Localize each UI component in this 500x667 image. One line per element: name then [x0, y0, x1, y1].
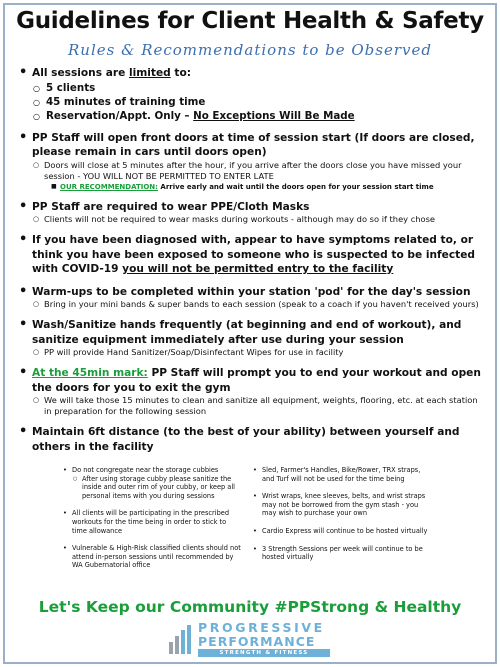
section-detail: ○ Clients will not be required to wear masks during workouts - although may do so if they chose	[32, 214, 484, 225]
company-logo	[168, 620, 338, 660]
list-item: • Sled, Farmer's Handles, Bike/Rower, TRX straps, and Turf will not be used for the time being	[252, 466, 432, 483]
recommendation: ■ OUR RECOMMENDATION: Arrive early and wait until the doors open for your session start time	[32, 182, 484, 192]
section-sanitize	[18, 318, 484, 358]
logo-tagline: STRENGTH & FITNESS	[198, 649, 330, 657]
section-covid	[18, 233, 484, 277]
list-subitem: ○ After using storage cubby please sanitize the inside and outer rim of your cubby, or keep all personal items with you during sessions	[72, 475, 242, 501]
section-heading: • If you have been diagnosed with, appear to have symptoms related to, or think you have been exposed to someone who is suspected to be infected with COVID-19 you will not be permitted entry to the facility	[32, 234, 475, 275]
rules-column-right	[252, 466, 432, 579]
section-warmups	[18, 285, 484, 311]
list-item: • Cardio Express will continue to be hosted virtually	[252, 527, 432, 536]
section-detail: ○ PP will provide Hand Sanitizer/Soap/Disinfectant Wipes for use in facility	[32, 347, 484, 358]
list-item: • 3 Strength Sessions per week will continue to be hosted virtually	[252, 545, 432, 562]
list-item: • Do not congregate near the storage cubbies ○ After using storage cubby please sanitize the inside and outer rim of your cubby, or keep all personal items with you during sessions	[62, 466, 242, 500]
section-heading: • At the 45min mark: PP Staff will prompt you to end your workout and open the doors for you to exit the gym	[32, 367, 481, 394]
list-item: • Wrist wraps, knee sleeves, belts, and wrist straps may not be borrowed from the gym stash - you may wish to purchase your own	[252, 492, 432, 518]
limit-item: ○ Reservation/Appt. Only – No Exceptions Will Be Made	[32, 109, 484, 123]
section-front-doors	[18, 131, 484, 192]
list-item: • Vulnerable & High-Risk classified clients should not attend in-person sessions until recommended by WA Gubernatorial office	[62, 544, 242, 570]
list-item: • All clients will be participating in the prescribed workouts for the time being in order to stick to time allowance	[62, 509, 242, 535]
section-heading: • Warm-ups to be completed within your station 'pod' for the day's session	[32, 285, 471, 298]
footer-slogan: Let's Keep our Community #PPStrong & Healthy	[38, 598, 462, 616]
section-detail: ○ We will take those 15 minutes to clean and sanitize all equipment, weights, flooring, etc. at each station in preparation for the following session	[32, 395, 484, 417]
rules-column-left	[62, 466, 242, 579]
bar-chart-logo-icon	[168, 622, 196, 654]
limit-item: ○ 45 minutes of training time	[32, 95, 484, 109]
distance-rules-grid	[18, 462, 484, 579]
section-heading: • PP Staff will open front doors at time of session start (If doors are closed, please remain in cars until doors open)	[32, 131, 475, 158]
section-heading: • Maintain 6ft distance (to the best of your ability) between yourself and others in the facility	[32, 426, 460, 453]
section-45min	[18, 366, 484, 417]
section-masks	[18, 200, 484, 226]
guidelines-list	[18, 66, 484, 579]
section-detail: ○ Bring in your mini bands & super bands to each session (speak to a coach if you haven't received yours)	[32, 299, 484, 310]
section-detail: ○ Doors will close at 5 minutes after the hour, if you arrive after the doors close you have missed your session - YOU WILL NOT BE PERMITTED TO ENTER LATE	[32, 160, 484, 182]
limit-item: ○ 5 clients	[32, 81, 484, 95]
section-heading: • PP Staff are required to wear PPE/Cloth Masks	[32, 200, 310, 213]
section-session-limits	[18, 66, 484, 123]
page-subtitle: Rules & Recommendations to be Observed	[67, 41, 432, 59]
section-distance	[18, 425, 484, 454]
page-title: Guidelines for Client Health & Safety	[16, 8, 484, 34]
section-heading: • All sessions are limited to:	[32, 67, 191, 79]
section-heading: • Wash/Sanitize hands frequently (at beginning and end of workout), and sanitize equipment immediately after use during your session	[32, 319, 462, 346]
logo-line-2: PERFORMANCE	[198, 634, 316, 649]
logo-line-1: PROGRESSIVE	[198, 620, 325, 635]
